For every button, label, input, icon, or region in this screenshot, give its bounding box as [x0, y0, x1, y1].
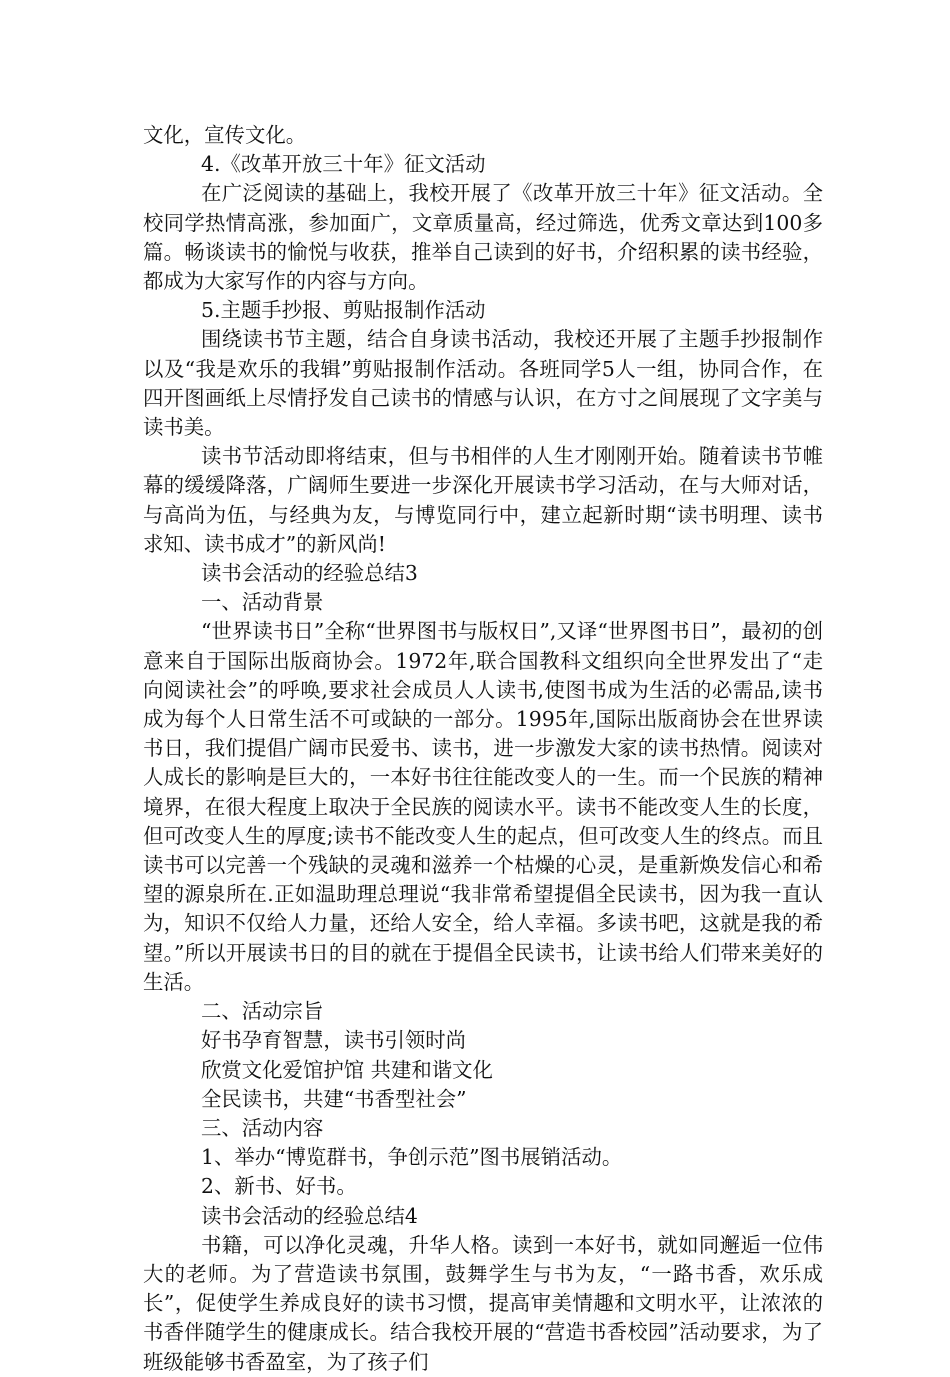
motto-line: 好书孕育智慧，读书引领时尚: [201, 1028, 467, 1053]
paragraph: “世界读书日”全称“世界图书与版权日”,又译“世界图书日”，最初的创意来自于国际出版商协会。1972年,联合国教科文组织向全世界发出了“走向阅读社会”的呼唤,要求社会成员人人读书,使图书成为生活的必需品,读书成为每个人日常生活不可或缺的一部分。1995年,国际出版商协会在世界读书日，我们提倡广阔市民爱书、读书，进一步激发大家的读书热情。阅读对人成长的影响是巨大的，一本好书往往能改变人的一生。而一个民族的精神境界，在很大程度上取决于全民族的阅读水平。读书不能改变人生的长度，但可改变人生的厚度;读书不能改变人生的起点，但可改变人生的终点。而且读书可以完善一个残缺的灵魂和滋养一个枯燥的心灵，是重新焕发信心和希望的源泉所在.正如温助理总理说“我非常希望提倡全民读书，因为我一直认为，知识不仅给人力量，还给人安全，给人幸福。多读书吧，这就是我的希望。”所以开展读书日的目的就在于提倡全民读书，让读书给人们带来美好的生活。: [143, 619, 823, 994]
article-title: 读书会活动的经验总结3: [201, 561, 418, 586]
section-heading: 一、活动背景: [201, 590, 324, 615]
motto-line: 全民读书，共建“书香型社会”: [201, 1086, 467, 1111]
section-heading: 5.主题手抄报、剪贴报制作活动: [201, 298, 486, 323]
article-title: 读书会活动的经验总结4: [201, 1203, 418, 1228]
section-heading: 二、活动宗旨: [201, 999, 324, 1024]
paragraph: 文化，宣传文化。: [143, 123, 307, 147]
paragraph: 读书节活动即将结束，但与书相伴的人生才刚刚开始。随着读书节帷幕的缓缓降落，广阔师生要进一步深化开展读书学习活动，在与大师对话，与高尚为伍，与经典为友，与博览同行中，建立起新时期“读书明理、读书求知、读书成才”的新风尚!: [143, 444, 823, 556]
paragraph: 围绕读书节主题，结合自身读书活动，我校还开展了主题手抄报制作以及“我是欢乐的我辑”剪贴报制作活动。各班同学5人一组，协同合作，在四开图画纸上尽情抒发自己读书的情感与认识，在方寸之间展现了文字美与读书美。: [143, 327, 823, 440]
section-heading: 4.《改革开放三十年》征文活动: [201, 152, 486, 177]
paragraph: 在广泛阅读的基础上，我校开展了《改革开放三十年》征文活动。全校同学热情高涨，参加面广，文章质量高，经过筛选，优秀文章达到100多篇。畅谈读书的愉悦与收获，推举自己读到的好书，介绍积累的读书经验，都成为大家写作的内容与方向。: [143, 181, 823, 294]
list-item: 1、举办“博览群书，争创示范”图书展销活动。: [201, 1145, 623, 1170]
section-heading: 三、活动内容: [201, 1115, 324, 1140]
list-item: 2、新书、好书。: [201, 1174, 357, 1199]
paragraph: 书籍，可以净化灵魂，升华人格。读到一本好书，就如同邂逅一位伟大的老师。为了营造读书氛围，鼓舞学生与书为友，“一路书香，欢乐成长”，促使学生养成良好的读书习惯，提高审美情趣和文明水平，让浓浓的书香伴随学生的健康成长。结合我校开展的“营造书香校园”活动要求，为了班级能够书香盈室，为了孩子们: [143, 1232, 823, 1374]
document-body: [143, 121, 823, 1377]
motto-line: 欣赏文化爱馆护馆 共建和谐文化: [201, 1057, 493, 1082]
